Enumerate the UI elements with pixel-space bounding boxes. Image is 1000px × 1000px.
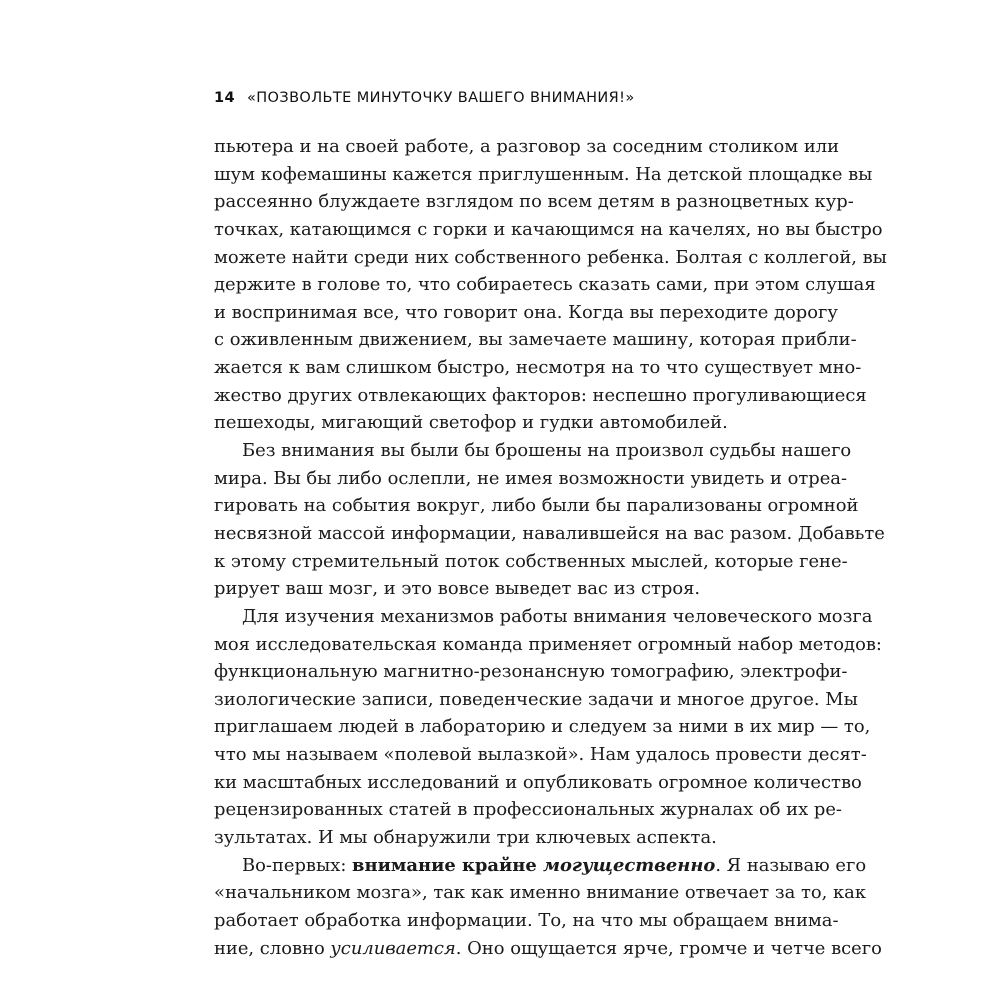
text-line: Для изучения механизмов работы внимания человеческого мозга <box>242 605 873 627</box>
text-line: рецензированных статей в профессиональных журналах об их ре- <box>214 799 842 821</box>
text-run: . Я называю его <box>715 854 867 876</box>
text-line: гировать на события вокруг, либо были бы парализованы огромной <box>214 495 859 517</box>
text-run: . Оно ощущается ярче, громче и четче всего <box>455 937 882 959</box>
text-line: жество других отвлекающих факторов: неспешно прогуливающиеся <box>214 384 867 406</box>
text-line: жается к вам слишком быстро, несмотря на то что существует мно- <box>214 357 862 379</box>
text-line: функциональную магнитно-резонансную томографию, электрофи- <box>214 661 848 683</box>
text-line: пешеходы, мигающий светофор и гудки автомобилей. <box>214 412 728 434</box>
text-line: мира. Вы бы либо ослепли, не имея возможности увидеть и отреа- <box>214 467 848 489</box>
text-line: ки масштабных исследований и опубликовать огромное количество <box>214 771 862 793</box>
text-line <box>214 935 882 963</box>
text-run: ние, словно <box>214 937 331 959</box>
running-title: «ПОЗВОЛЬТЕ МИНУТОЧКУ ВАШЕГО ВНИМАНИЯ!» <box>246 90 635 106</box>
page-number: 14 <box>214 90 235 106</box>
text-line: точках, катающимся с горки и качающимся на качелях, но вы быстро <box>214 218 883 240</box>
text-line <box>214 852 867 880</box>
text-line: рассеянно блуждаете взглядом по всем детям в разноцветных кур- <box>214 191 854 213</box>
bold-emphasis: внимание крайне <box>352 854 543 876</box>
paragraph-2 <box>214 437 885 603</box>
bold-italic-emphasis: могущественно <box>542 854 716 876</box>
italic-emphasis: усиливается <box>330 937 456 959</box>
running-head <box>214 90 794 106</box>
text-line: пьютера и на своей работе, а разговор за соседним столиком или <box>214 136 840 157</box>
text-line: с оживленным движением, вы замечаете машину, которая прибли- <box>214 329 857 351</box>
text-line: к этому стремительный поток собственных мыслей, которые гене- <box>214 550 848 572</box>
text-line: шум кофемашины кажется приглушенным. На детской площадке вы <box>214 163 873 185</box>
text-line: рирует ваш мозг, и это вовсе выведет вас из строя. <box>214 578 701 600</box>
text-line: моя исследовательская команда применяет огромный набор методов: <box>214 633 882 655</box>
text-line: можете найти среди них собственного ребенка. Болтая с коллегой, вы <box>214 246 887 268</box>
paragraph-4 <box>214 852 882 963</box>
text-line: что мы называем «полевой вылазкой». Нам удалось провести десят- <box>214 744 867 766</box>
text-line: Без внимания вы были бы брошены на произвол судьбы нашего <box>242 440 852 462</box>
text-line: зультатах. И мы обнаружили три ключевых аспекта. <box>214 827 717 849</box>
text-line: зиологические записи, поведенческие задачи и многое другое. Мы <box>214 688 858 710</box>
text-line: «начальником мозга», так как именно внимание отвечает за то, как <box>214 882 867 904</box>
text-line: держите в голове то, что собираетесь сказать сами, при этом слушая <box>214 274 876 296</box>
text-line: работает обработка информации. То, на что мы обращаем внима- <box>214 909 839 931</box>
text-line: несвязной массой информации, навалившейся на вас разом. Добавьте <box>214 522 885 544</box>
text-run: Во-первых: <box>242 854 353 876</box>
paragraph-1 <box>214 133 887 437</box>
text-line: и воспринимая все, что говорит она. Когда вы переходите дорогу <box>214 301 838 323</box>
text-line: приглашаем людей в лабораторию и следуем за ними в их мир — то, <box>214 716 871 738</box>
paragraph-3 <box>214 603 882 852</box>
body-text <box>214 133 887 962</box>
